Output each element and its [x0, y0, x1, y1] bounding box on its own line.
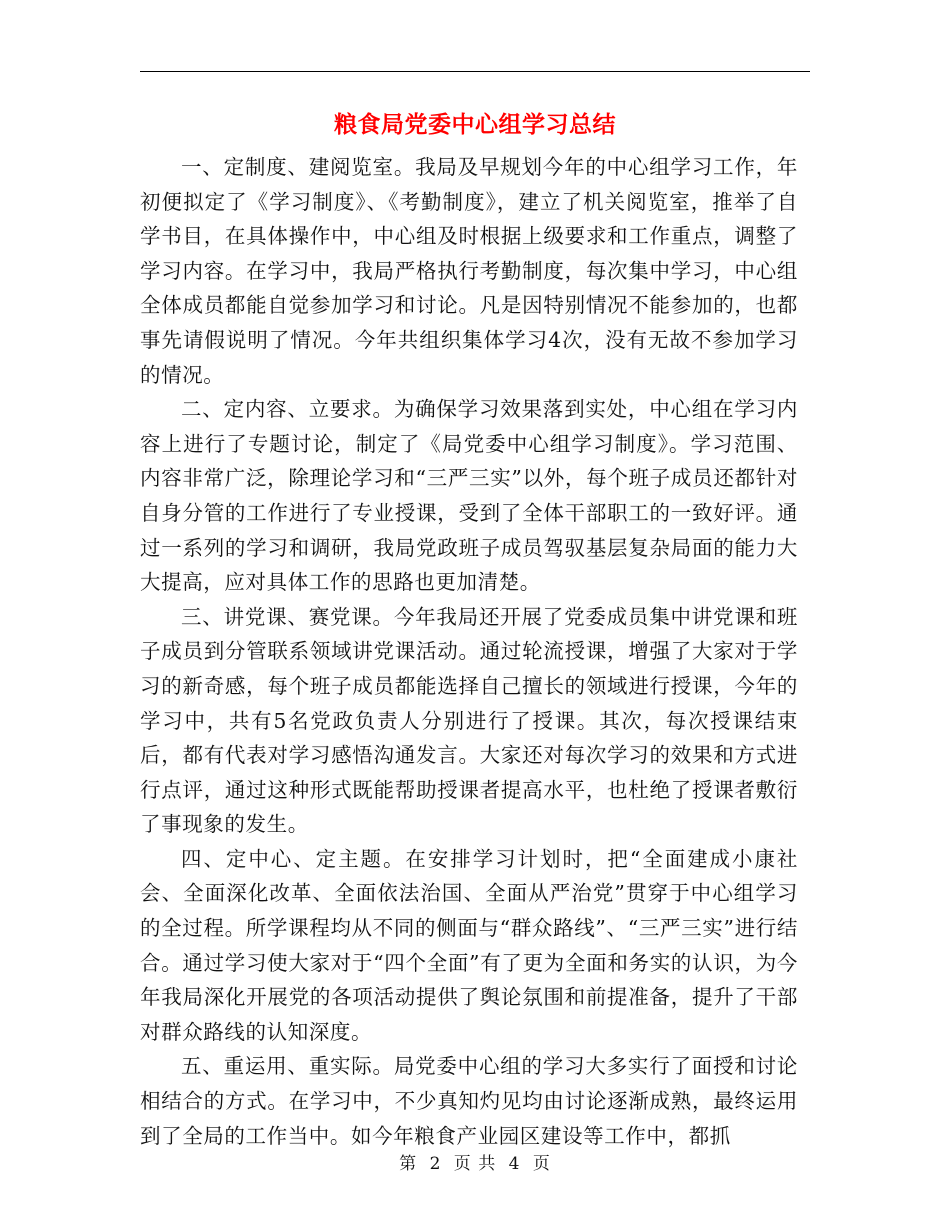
footer-middle: 页 共 — [453, 1154, 497, 1174]
footer-suffix: 页 — [532, 1154, 551, 1174]
paragraph-3: 三、讲党课、赛党课。今年我局还开展了党委成员集中讲党课和班子成员到分管联系领域讲党课活动。通过轮流授课，增强了大家对于学习的新奇感，每个班子成员都能选择自己擅长的领域进行授课，今年的学习中，共有5名党政负责人分别进行了授课。其次，每次授课结束后，都有代表对学习感悟沟通发言。大家还对每次学习的效果和方式进行点评，通过这种形式既能帮助授课者提高水平，也杜绝了授课者敷衍了事现象的发生。 — [140, 604, 798, 837]
footer-current-page: 2 — [429, 1154, 442, 1174]
paragraph-1: 一、定制度、建阅览室。我局及早规划今年的中心组学习工作，年初便拟定了《学习制度》、《考勤制度》，建立了机关阅览室，推举了自学书目，在具体操作中，中心组及时根据上级要求和工作重点，调整了学习内容。在学习中，我局严格执行考勤制度，每次集中学习，中心组全体成员都能自觉参加学习和讨论。凡是因特别情况不能参加的，也都事先请假说明了情况。今年共组织集体学习4次，没有无故不参加学习的情况。 — [140, 155, 798, 387]
page-number-footer — [0, 1152, 950, 1176]
paragraph-2: 二、定内容、立要求。为确保学习效果落到实处，中心组在学习内容上进行了专题讨论，制定了《局党委中心组学习制度》。学习范围、内容非常广泛，除理论学习和“三严三实”以外，每个班子成员还都针对自身分管的工作进行了专业授课，受到了全体干部职工的一致好评。通过一系列的学习和调研，我局党政班子成员驾驭基层复杂局面的能力大大提高，应对具体工作的思路也更加清楚。 — [140, 397, 798, 595]
document-body — [140, 150, 798, 1153]
paragraph-4: 四、定中心、定主题。在安排学习计划时，把“全面建成小康社会、全面深化改革、全面依法治国、全面从严治党”贯穿于中心组学习的全过程。所学课程均从不同的侧面与“群众路线”、“三严三实”进行结合。通过学习使大家对于“四个全面”有了更为全面和务实的认识，为今年我局深化开展党的各项活动提供了舆论氛围和前提准备，提升了干部对群众路线的认知深度。 — [140, 846, 798, 1044]
header-rule — [140, 71, 810, 72]
footer-total-pages: 4 — [508, 1154, 521, 1174]
footer-prefix: 第 — [399, 1154, 418, 1174]
document-title: 粮食局党委中心组学习总结 — [334, 111, 616, 138]
paragraph-5: 五、重运用、重实际。局党委中心组的学习大多实行了面授和讨论相结合的方式。在学习中，不少真知灼见均由讨论逐渐成熟，最终运用到了全局的工作当中。如今年粮食产业园区建设等工作中，都抓 — [140, 1054, 798, 1148]
